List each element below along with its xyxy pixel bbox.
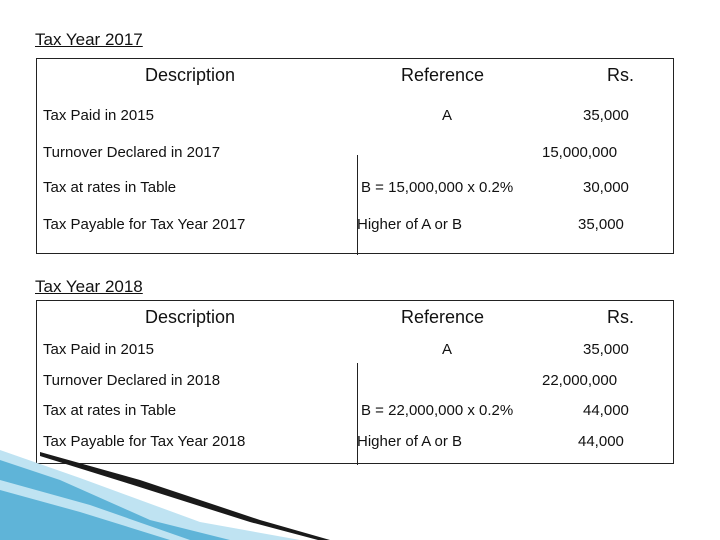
row-description: Tax Payable for Tax Year 2018	[43, 433, 246, 450]
row-amount: 15,000,000	[542, 144, 618, 161]
row-description: Tax at rates in Table	[43, 402, 177, 419]
row-description: Tax Payable for Tax Year 2017	[43, 216, 246, 233]
decorative-swoosh	[0, 450, 720, 540]
row-reference: B = 15,000,000 x 0.2%	[361, 179, 514, 196]
row-reference: Higher of A or B	[357, 216, 463, 233]
section-2017-title: Tax Year 2017	[35, 30, 143, 49]
row-description: Turnover Declared in 2018	[43, 372, 221, 389]
row-reference: B = 22,000,000 x 0.2%	[361, 402, 514, 419]
header-reference: Reference	[401, 307, 485, 327]
header-amount: Rs.	[607, 307, 634, 327]
header-description: Description	[145, 307, 236, 327]
tax-table-2018	[36, 300, 674, 464]
row-amount: 35,000	[583, 107, 629, 124]
section-2018-title: Tax Year 2018	[35, 277, 143, 296]
row-reference: A	[442, 107, 453, 124]
row-description: Turnover Declared in 2017	[43, 144, 221, 161]
row-description: Tax at rates in Table	[43, 179, 177, 196]
row-description: Tax Paid in 2015	[43, 341, 154, 358]
row-amount: 35,000	[578, 216, 624, 233]
header-reference: Reference	[401, 65, 485, 85]
header-description: Description	[145, 65, 236, 85]
header-amount: Rs.	[607, 65, 634, 85]
row-description: Tax Paid in 2015	[43, 107, 154, 124]
row-amount: 35,000	[583, 341, 629, 358]
row-amount: 44,000	[583, 402, 629, 419]
row-amount: 30,000	[583, 179, 629, 196]
row-reference: A	[442, 341, 453, 358]
tax-table-2017	[36, 58, 674, 254]
column-divider	[357, 155, 358, 255]
row-reference: Higher of A or B	[357, 433, 463, 450]
row-amount: 44,000	[578, 433, 624, 450]
row-amount: 22,000,000	[542, 372, 618, 389]
